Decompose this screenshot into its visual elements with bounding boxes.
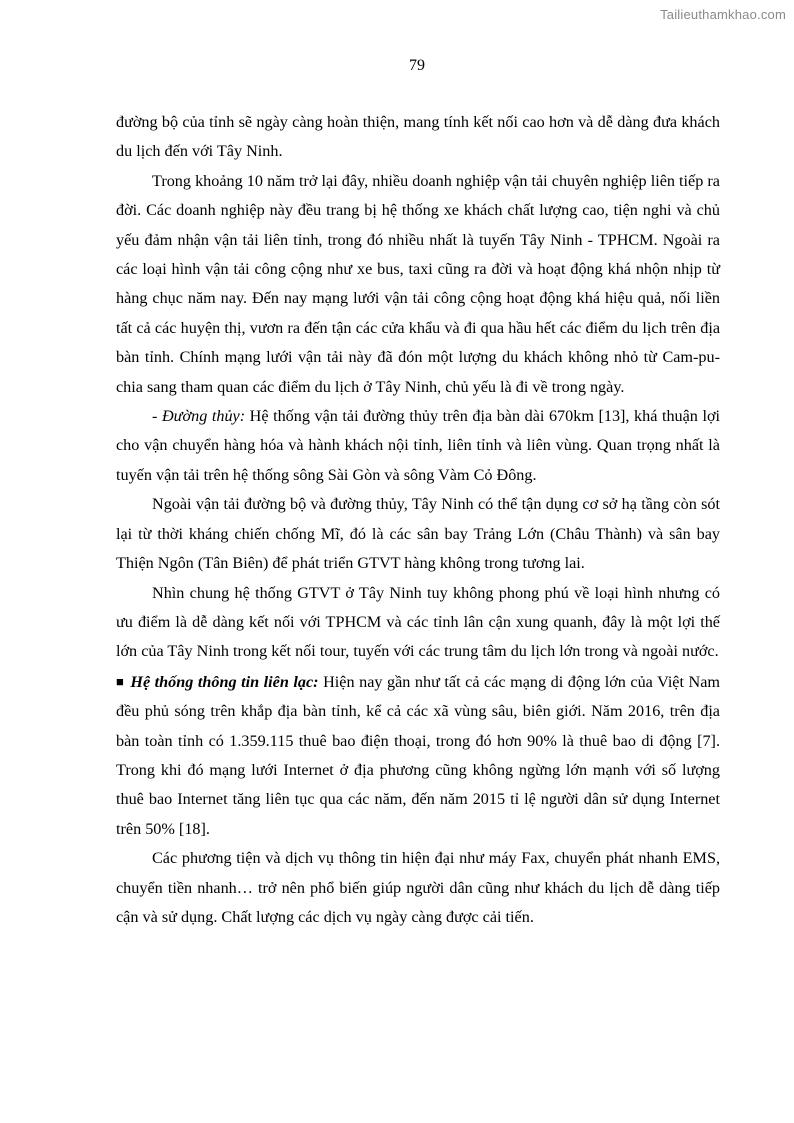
paragraph-transport-companies: Trong khoảng 10 năm trở lại đây, nhiều doanh nghiệp vận tải chuyên nghiệp liên tiếp ra đời. Các doanh nghiệp này đều trang bị hệ thống xe khách chất lượng cao, tiện nghi và chủ yếu đảm nhận vận tải liên tỉnh, trong đó nhiều nhất là tuyến Tây Ninh - TPHCM. Ngoài ra các loại hình vận tải công cộng như xe bus, taxi cũng ra đời và hoạt động khá nhộn nhịp từ hàng chục năm nay. Đến nay mạng lưới vận tải công cộng hoạt động khá hiệu quả, nối liền tất cả các huyện thị, vươn ra đến tận các cửa khẩu và đi qua hầu hết các điểm du lịch trên địa bàn tỉnh. Chính mạng lưới vận tải này đã đón một lượng du khách không nhỏ từ Cam-pu-chia sang tham quan các điểm du lịch ở Tây Ninh, chủ yếu là đi về trong ngày.	[116, 171, 720, 396]
paragraph-services: Các phương tiện và dịch vụ thông tin hiện đại như máy Fax, chuyển phát nhanh EMS, chuyển tiền nhanh… trở nên phổ biến giúp người dân cũng như khách du lịch dễ dàng tiếp cận và sử dụng. Chất lượng các dịch vụ ngày càng được cải tiến.	[116, 849, 720, 926]
paragraph-communications	[116, 667, 720, 844]
communications-text: Hiện nay gần như tất cả các mạng di động lớn của Việt Nam đều phủ sóng trên khắp địa bàn tỉnh, kể cả các xã vùng sâu, biên giới. Năm 2016, trên địa bàn toàn tỉnh có 1.359.115 thuê bao điện thoại, trong đó hơn 90% là thuê bao di động [7]. Trong khi đó mạng lưới Internet ở địa phương cũng không ngừng lớn mạnh với số lượng thuê bao Internet tăng liên tục qua các năm, đến năm 2015 tỉ lệ người dân sử dụng Internet trên 50% [18].	[116, 672, 720, 838]
document-body	[116, 108, 720, 932]
communications-heading: Hệ thống thông tin liên lạc:	[130, 672, 319, 691]
waterway-text: Hệ thống vận tải đường thủy trên địa bàn dài 670km [13], khá thuận lợi cho vận chuyển hàng hóa và hành khách nội tỉnh, liên tỉnh và liên vùng. Quan trọng nhất là tuyến vận tải trên hệ thống sông Sài Gòn và sông Vàm Cỏ Đông.	[116, 407, 721, 484]
watermark: Tailieuthamkhao.com	[660, 7, 786, 22]
dash-prefix: -	[152, 407, 162, 426]
paragraph-summary: Nhìn chung hệ thống GTVT ở Tây Ninh tuy không phong phú về loại hình nhưng có ưu điểm là dễ dàng kết nối với TPHCM và các tỉnh lân cận xung quanh, đây là một lợi thế lớn của Tây Ninh trong kết nối tour, tuyến với các trung tâm du lịch lớn trong và ngoài nước.	[116, 583, 720, 661]
paragraph-continuation: đường bộ của tỉnh sẽ ngày càng hoàn thiện, mang tính kết nối cao hơn và dễ dàng đưa khách du lịch đến với Tây Ninh.	[116, 113, 720, 161]
paragraph-waterway	[116, 402, 720, 490]
paragraph-airports: Ngoài vận tải đường bộ và đường thủy, Tây Ninh có thể tận dụng cơ sở hạ tầng còn sót lại từ thời kháng chiến chống Mĩ, đó là các sân bay Trảng Lớn (Châu Thành) và sân bay Thiện Ngôn (Tân Biên) để phát triển GTVT hàng không trong tương lai.	[116, 495, 720, 573]
square-bullet-icon: ■	[116, 673, 125, 689]
page-number: 79	[409, 57, 425, 74]
waterway-heading: Đường thủy:	[161, 407, 246, 426]
